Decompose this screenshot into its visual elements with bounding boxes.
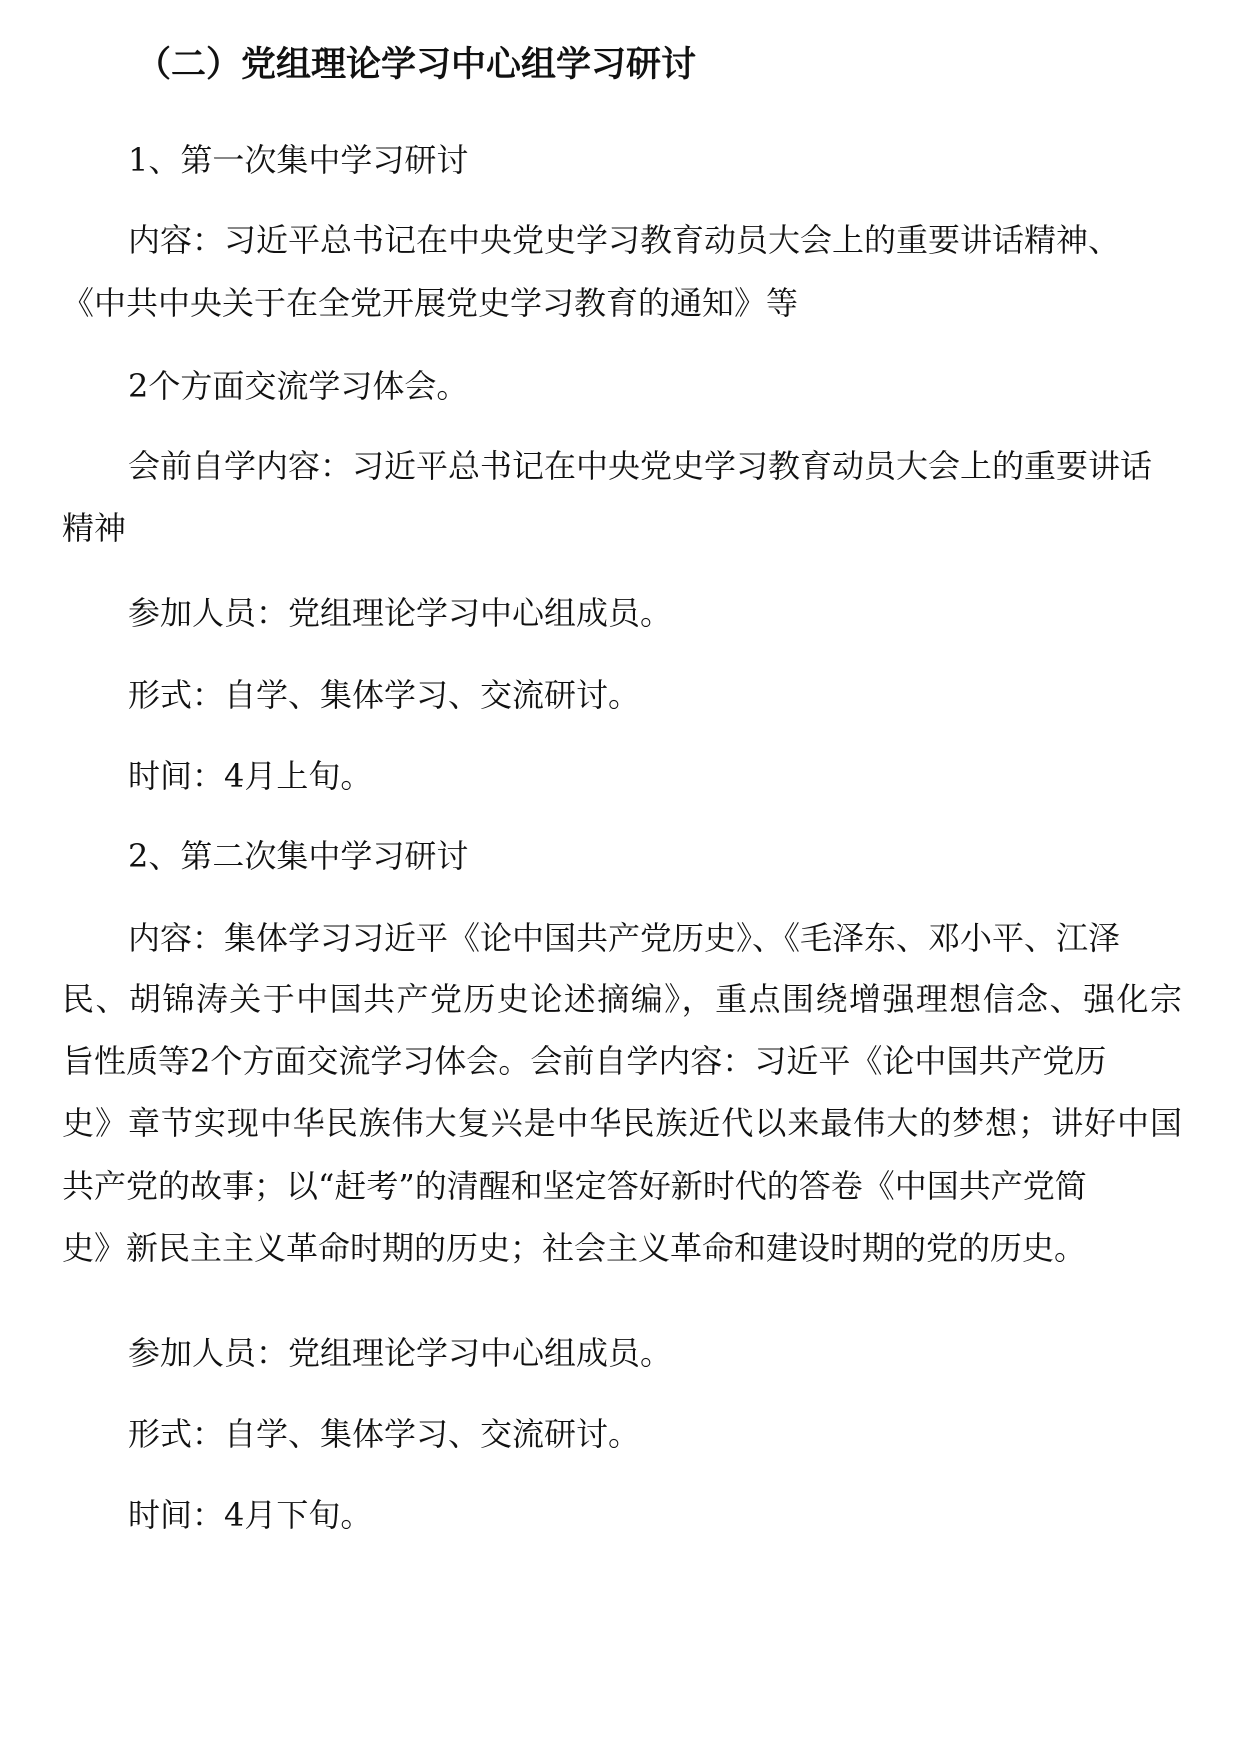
- session1-content-line1: 内容：习近平总书记在中央党史学习教育动员大会上的重要讲话精神、: [128, 221, 1121, 259]
- session2-content-line: 史》新民主主义革命时期的历史；社会主义革命和建设时期的党的历史。: [62, 1229, 1087, 1267]
- session1-preself-line1: 会前自学内容：习近平总书记在中央党史学习教育动员大会上的重要讲话: [128, 447, 1153, 485]
- session2-time: 时间：4月下旬。: [128, 1496, 373, 1534]
- session1-note: 2个方面交流学习体会。: [128, 367, 469, 405]
- session2-content-line: 史》章节实现中华民族伟大复兴是中华民族近代以来最伟大的梦想；讲好中国: [62, 1104, 1182, 1142]
- session2-content-line: 民、胡锦涛关于中国共产党历史论述摘编》，重点围绕增强理想信念、强化宗: [62, 980, 1182, 1018]
- session2-title: 2、第二次集中学习研讨: [128, 837, 469, 875]
- session2-content-line: 共产党的故事；以“赶考”的清醒和坚定答好新时代的答卷《中国共产党简: [62, 1167, 1087, 1205]
- session2-content-line: 内容：集体学习习近平《论中国共产党历史》、《毛泽东、邓小平、江泽: [128, 919, 1121, 957]
- session1-preself-line2: 精神: [62, 509, 127, 547]
- session2-form: 形式：自学、集体学习、交流研讨。: [128, 1415, 641, 1453]
- session1-title: 1、第一次集中学习研讨: [128, 141, 469, 179]
- session2-content-line: 旨性质等2个方面交流学习体会。会前自学内容：习近平《论中国共产党历: [62, 1042, 1107, 1080]
- session1-participants: 参加人员：党组理论学习中心组成员。: [128, 594, 673, 632]
- session1-form: 形式：自学、集体学习、交流研讨。: [128, 676, 641, 714]
- session2-participants: 参加人员：党组理论学习中心组成员。: [128, 1334, 673, 1372]
- section-heading: （二）党组理论学习中心组学习研讨: [136, 45, 697, 85]
- session1-content-line2: 《中共中央关于在全党开展党史学习教育的通知》等: [62, 284, 799, 322]
- session1-time: 时间：4月上旬。: [128, 757, 373, 795]
